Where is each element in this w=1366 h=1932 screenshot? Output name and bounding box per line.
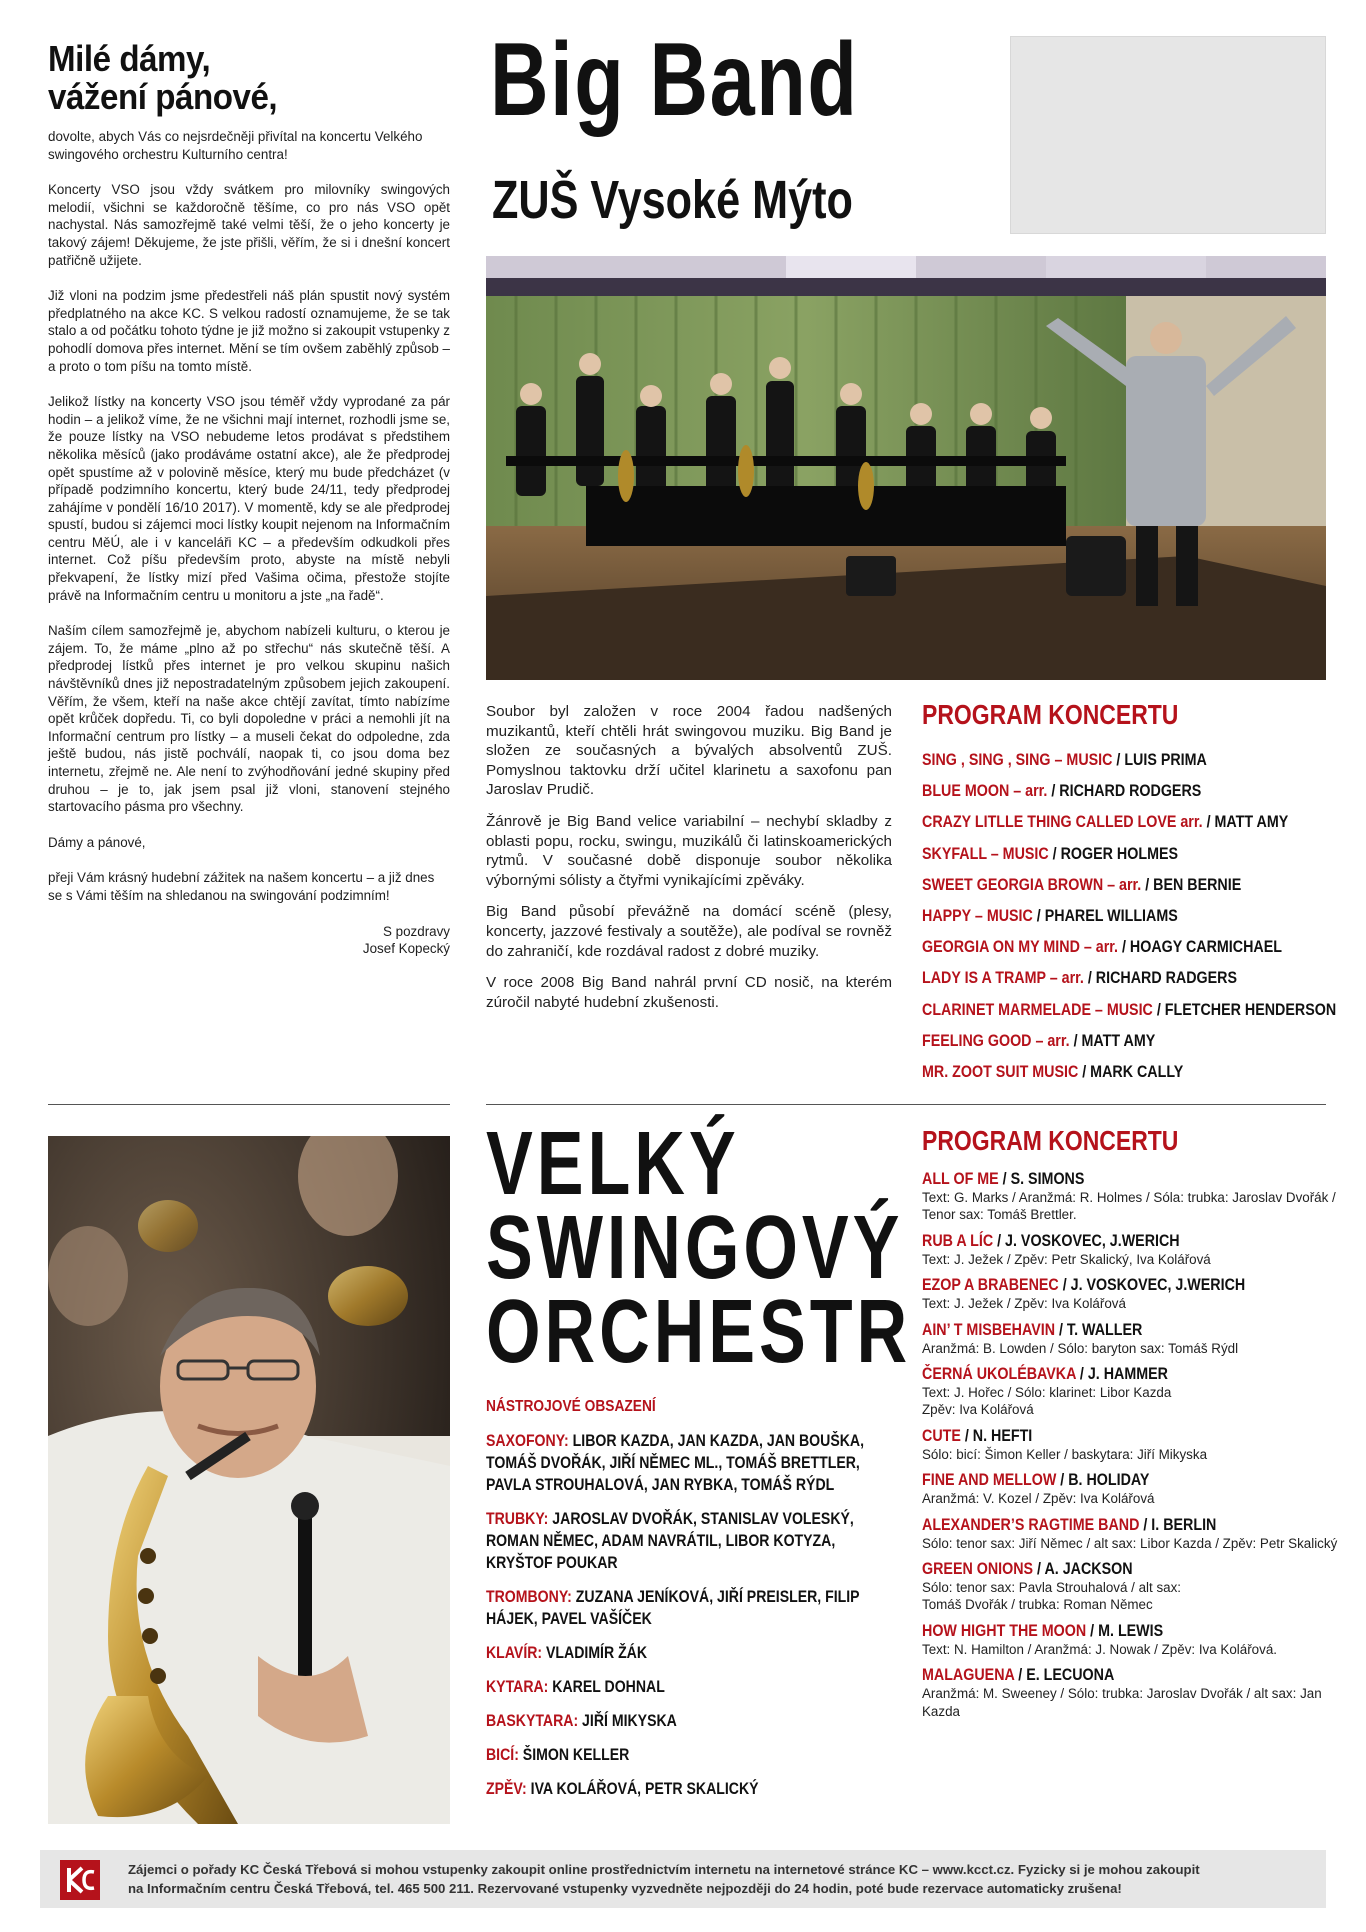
instrument-label: KLAVÍR: [486, 1644, 543, 1662]
instrument-group [486, 1586, 900, 1630]
program-song: CRAZY LITLLE THING CALLED LOVE arr. [922, 812, 1203, 832]
instrument-label: BICÍ: [486, 1746, 519, 1764]
program-author: / S. SIMONS [998, 1169, 1085, 1188]
vso-title-line-1: VELKÝ [486, 1114, 740, 1214]
footer-text [128, 1860, 1318, 1898]
program-author: / A. JACKSON [1033, 1559, 1133, 1579]
letter-paragraph: Dámy a pánové, [48, 834, 146, 850]
vso-program-title: PROGRAM KONCERTU [922, 1125, 1179, 1156]
program-item [922, 1558, 1342, 1614]
instrument-label: KYTARA: [486, 1678, 549, 1696]
bigband-concert-photo [486, 256, 1326, 680]
vso-program [922, 1126, 1342, 1726]
bigband-description-paragraph: Žánrově je Big Band velice variabilní – nechybí skladby z oblasti popu, rocku, swingu, muzikálů či latinskoamerických rytmů. V současné době disponuje soubor několika výbornými sólisty a čtyřmi vynikajícími zpěváky. [486, 812, 892, 889]
letter-signature-line2: Josef Kopecký [362, 941, 450, 957]
program-author: / B. HOLIDAY [1056, 1470, 1150, 1490]
kc-logo-icon [60, 1860, 100, 1900]
instrument-group [486, 1676, 900, 1698]
vso-title-line-3: ORCHESTR [486, 1282, 912, 1382]
instrument-group [486, 1778, 900, 1800]
vso-title [486, 1114, 912, 1382]
program-song: FINE AND MELLOW [922, 1470, 1057, 1490]
saxophonist-illustration [48, 1136, 450, 1824]
program-author: / PHAREL WILLIAMS [1032, 906, 1178, 926]
instrument-label: ZPĚV: [486, 1780, 527, 1798]
instrument-group [486, 1508, 900, 1574]
instrument-group [486, 1710, 900, 1732]
program-item [922, 994, 1337, 1025]
program-author: / T. WALLER [1055, 1319, 1143, 1339]
program-author: / ROGER HOLMES [1048, 843, 1179, 863]
bigband-program-title: PROGRAM KONCERTU [922, 699, 1179, 730]
concert-photo-illustration [486, 256, 1326, 680]
letter-paragraph: Jelikož lístky na koncerty VSO jsou téměř vždy vyprodané za pár hodin – a jelikož víme, že ne všichni mají internet, rozhodli jsme se, že pouze lístky na VSO nebudeme letos prodávat s předstihem několika měsíců (jako prodáváme ostatní akce), ale že předprodej opět spustíme až v polovině měsíce, který mu bude předcházet (v případě podzimního koncertu, který bude 24/11, tedy předprodej zahájíme v pondělí 16/10 2017). V momentě, kdy se ale předprodej spustí, budou si zájemci moci lístky koupit nejenom na Informačním centru MěÚ, ale i v kanceláři KC – a především odkudkoli přes internet. Což píšu především proto, abyste na místě nebyli překvapení, že lístky mizí před Vašima očima, přestože stojíte právě na Informačním centru u monitoru a jste „na řadě“. [48, 394, 450, 603]
program-author: / MATT AMY [1069, 1030, 1156, 1050]
program-song: RUB A LÍC [922, 1230, 994, 1250]
program-author: / MARK CALLY [1078, 1062, 1184, 1082]
bigband-program-list [922, 744, 1342, 1087]
program-item [922, 775, 1275, 806]
bigband-program [922, 700, 1342, 1087]
program-detail: Text: J. Ježek / Zpěv: Petr Skalický, Iva Kolářová [922, 1251, 1211, 1267]
letter-body [48, 128, 450, 958]
program-song: CLARINET MARMELADE – MUSIC [922, 999, 1153, 1019]
vso-title-line-2: SWINGOVÝ [486, 1198, 904, 1298]
program-item [922, 1274, 1342, 1312]
instrument-players: KAREL DOHNAL [548, 1678, 665, 1696]
program-author: / MATT AMY [1202, 812, 1289, 832]
program-song: BLUE MOON – arr. [922, 781, 1048, 801]
instrument-players: JAROSLAV DVOŘÁK, STANISLAV VOLESKÝ, ROMAN NĚMEC, ADAM NAVRÁTIL, LIBOR KOTYZA, KRYŠTOF POUKAR [486, 1510, 854, 1572]
program-song: AIN’ T MISBEHAVIN [922, 1319, 1056, 1339]
bigband-description [486, 702, 892, 1024]
program-song: ALL OF ME [922, 1169, 999, 1188]
instrument-players: VLADIMÍR ŽÁK [542, 1644, 648, 1662]
instrument-players: LIBOR KAZDA, JAN KAZDA, JAN BOUŠKA, TOMÁŠ DVOŘÁK, JIŘÍ NĚMEC ML., TOMÁŠ BRETTLER, PAVLA STROUHALOVÁ, JAN RYBKA, TOMÁŠ RÝDL [486, 1432, 865, 1494]
divider-left [48, 1104, 450, 1105]
placeholder-box [1010, 36, 1326, 234]
instruments-heading: NÁSTROJOVÉ OBSAZENÍ [486, 1398, 656, 1415]
program-detail: Text: J. Ježek / Zpěv: Iva Kolářová [922, 1296, 1126, 1312]
letter-greeting [48, 40, 425, 116]
program-song: MR. ZOOT SUIT MUSIC [922, 1062, 1079, 1082]
program-item [922, 962, 1275, 993]
vso-program-list [922, 1168, 1342, 1720]
bigband-subtitle: ZUŠ Vysoké Mýto [492, 170, 853, 230]
program-song: SING , SING , SING – MUSIC [922, 750, 1113, 769]
program-detail: Text: G. Marks / Aranžmá: R. Holmes / Sóla: trubka: Jaroslav Dvořák / Tenor sax: Tomáš Brettler. [922, 1190, 1336, 1223]
letter-paragraph: Koncerty VSO jsou vždy svátkem pro milovníky swingových melodií, všichni se každoročně těšíme, co pro nás VSO opět nachystal. Nás samozřejmě také velmi těší, že o jeho koncerty je takový zájem! Děkujeme, že jste přišli, věřím, že si i dnešní koncert patřičně užijete. [48, 182, 450, 268]
program-song: HOW HIGHT THE MOON [922, 1620, 1087, 1640]
letter-paragraph: dovolte, abych Vás co nejsrdečněji přivítal na koncertu Velkého swingového orchestru Kulturního centra! [48, 129, 423, 162]
program-detail: Text: N. Hamilton / Aranžmá: J. Nowak / Zpěv: Iva Kolářová. [922, 1641, 1277, 1657]
program-detail: Aranžmá: M. Sweeney / Sólo: trubka: Jaroslav Dvořák / alt sax: Jan Kazda [922, 1686, 1322, 1719]
program-item [922, 1056, 1275, 1087]
instrument-label: TROMBONY: [486, 1588, 572, 1606]
program-item [922, 869, 1275, 900]
program-item [922, 900, 1275, 931]
program-item [922, 1168, 1342, 1224]
program-song: FEELING GOOD – arr. [922, 1030, 1070, 1050]
program-author: / HOAGY CARMICHAEL [1117, 937, 1282, 957]
program-song: ČERNÁ UKOLÉBAVKA [922, 1364, 1076, 1384]
program-song: MALAGUENA [922, 1665, 1015, 1685]
program-song: CUTE [922, 1425, 961, 1445]
program-song: GEORGIA ON MY MIND – arr. [922, 937, 1118, 957]
program-song: SWEET GEORGIA BROWN – arr. [922, 874, 1142, 894]
program-item [922, 806, 1289, 837]
program-detail: Sólo: tenor sax: Jiří Němec / alt sax: Libor Kazda / Zpěv: Petr Skalický [922, 1535, 1338, 1551]
program-song: GREEN ONIONS [922, 1559, 1034, 1579]
program-item [922, 1025, 1275, 1056]
program-item [922, 1363, 1342, 1419]
program-author: / M. LEWIS [1086, 1620, 1164, 1640]
instrument-group [486, 1642, 900, 1664]
divider-right [486, 1104, 1326, 1105]
letter-paragraph: Již vloni na podzim jsme předestřeli náš plán spustit nový systém předplatného na akce KC. S velkou radostí oznamujeme, že se tak stalo a od počátku tohoto týdne je již možno si zakoupit vstupenky z pohodlí domova přes internet. Mění se tím ovšem zaběhlý způsob – a proto o tom píšu na tomto místě. [48, 288, 450, 374]
instrument-players: IVA KOLÁŘOVÁ, PETR SKALICKÝ [526, 1780, 759, 1798]
footer-text-line-1: Zájemci o pořady KC Česká Třebová si mohou vstupenky zakoupit online prostřednictvím internetu na internetové stránce KC – www.kcct.cz. Fyzicky si je mohou zakoupit [128, 1862, 1200, 1877]
program-item [922, 1230, 1342, 1268]
program-song: HAPPY – MUSIC [922, 906, 1033, 926]
program-item [922, 1664, 1342, 1720]
program-detail: Aranžmá: V. Kozel / Zpěv: Iva Kolářová [922, 1491, 1155, 1507]
program-author: / J. VOSKOVEC, J.WERICH [993, 1230, 1180, 1250]
footer-bar [40, 1850, 1326, 1908]
program-song: ALEXANDER’S RAGTIME BAND [922, 1514, 1140, 1534]
program-author: / RICHARD RADGERS [1083, 968, 1238, 988]
vso-instruments [486, 1396, 900, 1812]
bigband-description-paragraph: Soubor byl založen v roce 2004 řadou nadšených muzikantů, kteří chtěli hrát swingovou muziku. Big Band je složen ze současných a bývalých absolventů ZUŠ. Pomyslnou taktovku drží učitel klarinetu a saxofonu pan Jaroslav Prudič. [486, 703, 892, 799]
program-author: / J. HAMMER [1075, 1364, 1168, 1384]
program-item [922, 1319, 1342, 1357]
program-author: / J. VOSKOVEC, J.WERICH [1058, 1275, 1246, 1295]
instrument-players: ŠIMON KELLER [518, 1746, 630, 1764]
greeting-line-2: vážení pánové, [48, 76, 278, 117]
program-author: / RICHARD RODGERS [1047, 781, 1202, 801]
program-detail: Sólo: bicí: Šimon Keller / baskytara: Jiří Mikyska [922, 1446, 1208, 1462]
instrument-label: SAXOFONY: [486, 1432, 569, 1450]
program-detail: Aranžmá: B. Lowden / Sólo: baryton sax: Tomáš Rýdl [922, 1340, 1239, 1356]
footer-text-line-2: na Informačním centru Česká Třebová, tel. 465 500 211. Rezervované vstupenky vyzvedněte nejpozději do 24 hodin, poté bude rezervace automaticky zrušena! [128, 1881, 1122, 1896]
program-author: / LUIS PRIMA [1112, 750, 1207, 769]
program-item [922, 1620, 1342, 1658]
greeting-line-1: Milé dámy, [48, 38, 211, 79]
instrument-label: BASKYTARA: [486, 1712, 579, 1730]
program-song: EZOP A BRABENEC [922, 1275, 1059, 1295]
instrument-players: JIŘÍ MIKYSKA [578, 1712, 677, 1730]
bigband-description-paragraph: V roce 2008 Big Band nahrál první CD nosič, na kterém zúročil nabyté hudební zkušenosti. [486, 974, 892, 1011]
saxophonist-photo [48, 1136, 450, 1824]
program-item [922, 1514, 1342, 1552]
program-item [922, 838, 1275, 869]
letter-paragraph: přeji Vám krásný hudební zážitek na našem koncertu – a již dnes se s Vámi těším na shledanou na swingování podzimním! [48, 870, 435, 903]
program-item [922, 931, 1282, 962]
program-author: / I. BERLIN [1139, 1514, 1217, 1534]
bigband-description-paragraph: Big Band působí převážně na domácí scéně (plesy, koncerty, jazzové festivaly a soutěže), ale podíval se rovněž do zahraničí, kde rozdával radost z dobré muziky. [486, 903, 892, 960]
program-song: SKYFALL – MUSIC [922, 843, 1049, 863]
program-author: / BEN BERNIE [1141, 874, 1242, 894]
program-author: / E. LECUONA [1014, 1665, 1115, 1685]
program-detail: Text: J. Hořec / Sólo: klarinet: Libor Kazda Zpěv: Iva Kolářová [922, 1385, 1172, 1418]
program-song: LADY IS A TRAMP – arr. [922, 968, 1084, 988]
instrument-group [486, 1430, 900, 1496]
instrument-label: TRUBKY: [486, 1510, 549, 1528]
instrument-players: ZUZANA JENÍKOVÁ, JIŘÍ PREISLER, FILIP HÁJEK, PAVEL VAŠÍČEK [486, 1588, 860, 1628]
letter-paragraph: Naším cílem samozřejmě je, abychom nabízeli kulturu, o kterou je zájem. To, že máme „plno až po střechu“ nás skutečně těší. A předprodej lístků přes internet je pro velkou skupinu našich návštěvníků dnes již nepostradatelným způsobem jejich zakoupení. Věřím, že všem, kteří na naše akce chtějí zavítat, tímto nabízíme opět krůček dopředu. Ti, co byli dopoledne v práci a nemohli jít na Informační centrum pro lístky – a museli čekat do odpoledne, zda ještě budou, nás jistě pochválí, naopak ti, co jsou doma bez internetu, zřejmě ne. Ale není to zvýhodňování jedné skupiny před druhou – je to, jak jsem psal již vloni, stanovení stejného startovacího pásma pro všechny. [48, 623, 450, 815]
instruments-list [486, 1430, 900, 1800]
program-item [922, 1469, 1342, 1507]
program-author: / FLETCHER HENDERSON [1152, 999, 1337, 1019]
program-item [922, 744, 1275, 775]
program-detail: Sólo: tenor sax: Pavla Strouhalová / alt sax: Tomáš Dvořák / trubka: Roman Němec [922, 1580, 1182, 1613]
program-item [922, 1425, 1342, 1463]
bigband-title: Big Band [490, 22, 859, 138]
program-author: / N. HEFTI [960, 1425, 1033, 1445]
instrument-group [486, 1744, 900, 1766]
letter-signature-line1: S pozdravy [383, 923, 450, 939]
